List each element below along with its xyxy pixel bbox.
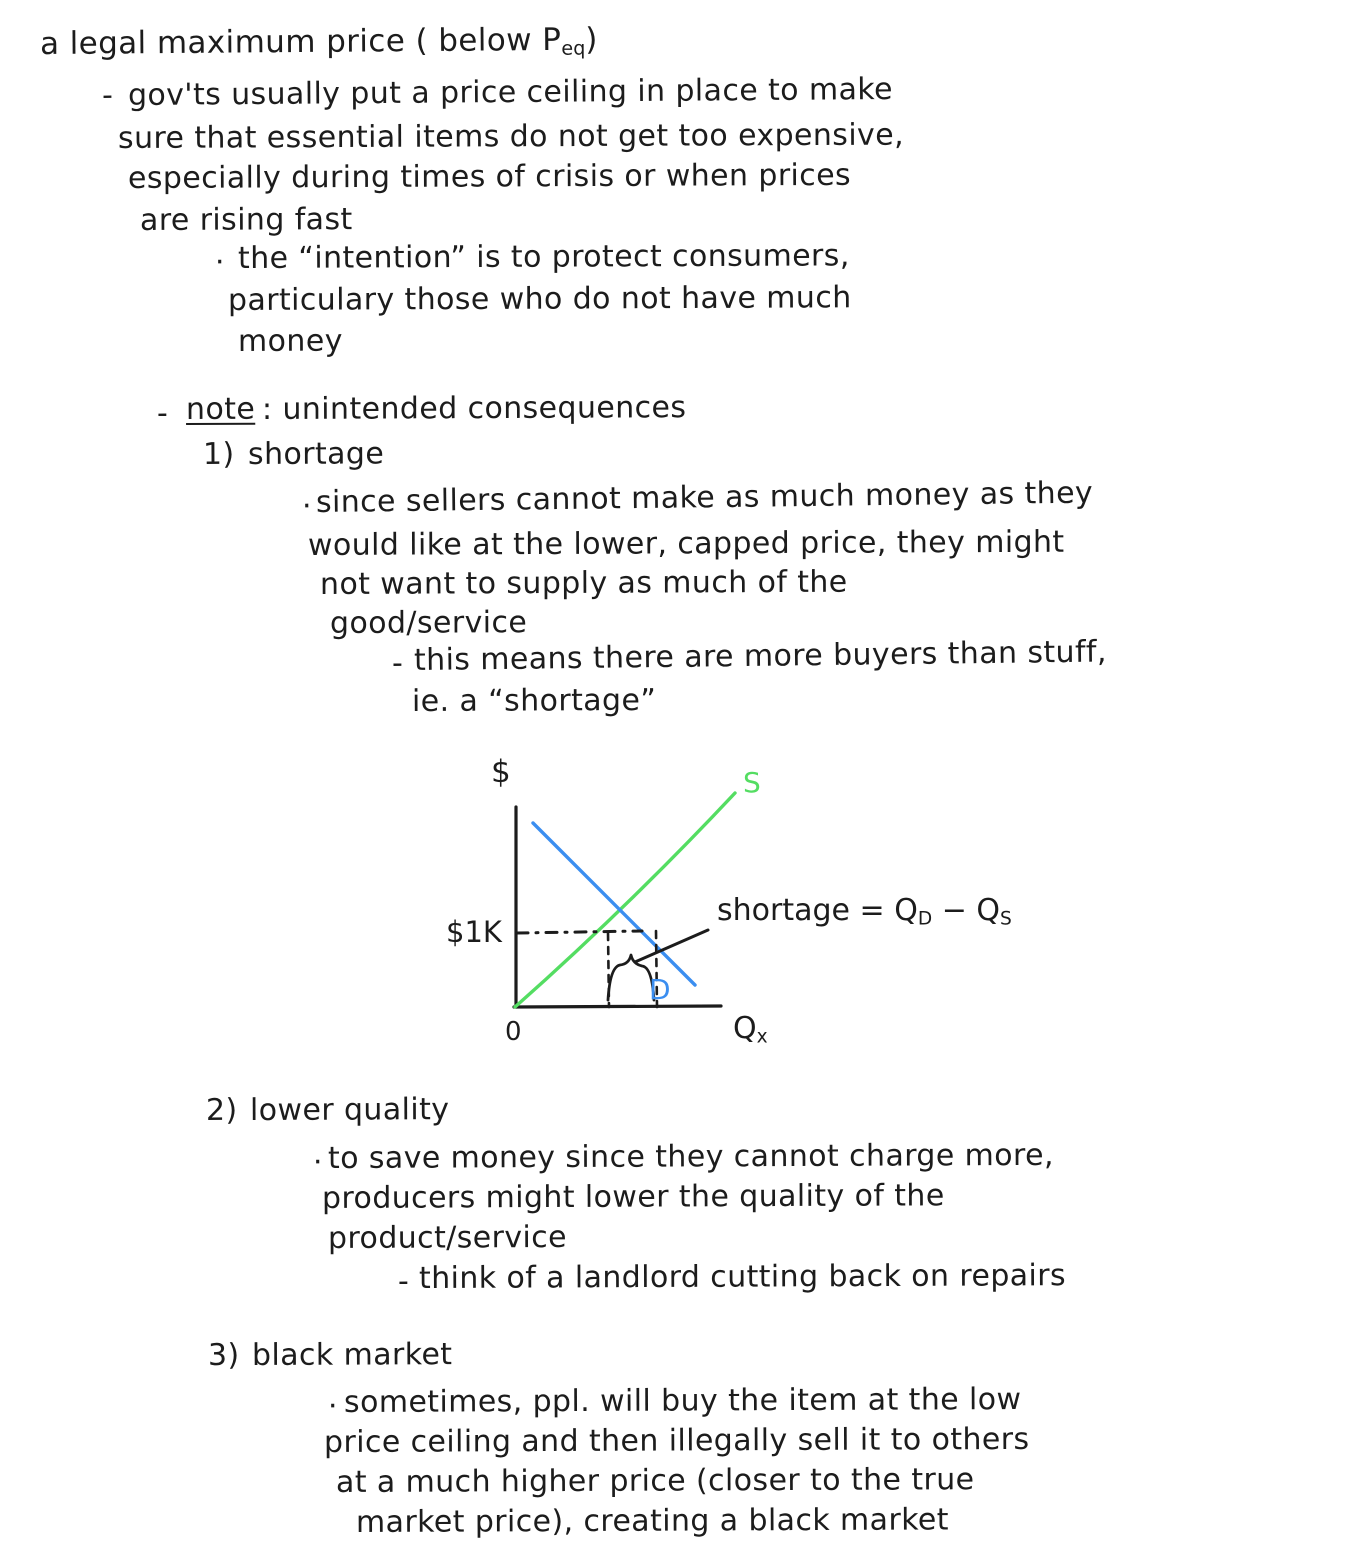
item3-sub-bullet: · xyxy=(327,1388,339,1424)
item1-dash-line-0: this means there are more buyers than stuff, xyxy=(413,634,1108,678)
item1-dash-bullet: - xyxy=(391,645,404,681)
shortage-equation-lhs: shortage xyxy=(717,893,850,928)
x-axis-label-main: Q xyxy=(733,1011,757,1046)
block1-bullet: - xyxy=(101,77,114,113)
origin-label: 0 xyxy=(505,1017,522,1047)
item1-sub-line-3: good/service xyxy=(329,605,528,641)
shortage-equation xyxy=(717,893,1012,930)
supply-curve-label: S xyxy=(743,766,761,799)
block1-sub-bullet: · xyxy=(214,244,226,280)
y-axis-label: $ xyxy=(491,754,511,790)
item2-sub-line-1: producers might lower the quality of the xyxy=(321,1178,945,1216)
item3-title: black market xyxy=(251,1337,453,1373)
item2-dash-line-0: think of a landlord cutting back on repairs xyxy=(418,1258,1067,1296)
supply-curve xyxy=(515,793,735,1007)
item1-sub-line-2: not want to supply as much of the xyxy=(319,564,848,602)
block1-sub-line-1: particulary those who do not have much xyxy=(227,280,852,318)
block1-line-0: gov'ts usually put a price ceiling in place to make xyxy=(127,71,894,113)
shortage-equation-minus: − xyxy=(941,893,967,928)
item2-title: lower quality xyxy=(249,1092,450,1128)
page-title-text: a legal maximum price ( below P xyxy=(39,21,562,62)
item3-sub-line-2: at a much higher price (closer to the true xyxy=(335,1462,975,1500)
note-rest: : unintended consequences xyxy=(261,390,687,427)
demand-curve xyxy=(533,823,695,985)
x-axis-label xyxy=(733,1011,768,1048)
item3-sub-line-1: price ceiling and then illegally sell it to others xyxy=(323,1421,1030,1460)
note-keyword: note xyxy=(185,391,256,427)
block1-sub-line-2: money xyxy=(237,323,343,359)
x-axis-label-subscript: x xyxy=(756,1026,768,1048)
item3-sub-line-0: sometimes, ppl. will buy the item at the low xyxy=(343,1382,1022,1420)
item1-sub-line-1: would like at the lower, capped price, they might xyxy=(307,524,1065,563)
page-title xyxy=(40,22,598,64)
item3-sub-line-3: market price), creating a black market xyxy=(355,1502,949,1540)
item1-sub-line-0: since sellers cannot make as much money as they xyxy=(315,475,1094,520)
item1-dash-line-1: ie. a “shortage” xyxy=(411,682,657,719)
item2-sub-bullet: · xyxy=(312,1144,324,1180)
item2-number: 2) xyxy=(205,1092,238,1128)
item2-dash-bullet: - xyxy=(397,1263,410,1299)
shortage-equation-term2-sub: S xyxy=(1000,908,1012,930)
item1-sub-bullet: · xyxy=(301,488,313,524)
shortage-brace xyxy=(608,955,654,1000)
page-title-subscript: eq xyxy=(561,36,586,60)
shortage-equation-equals: = xyxy=(859,893,885,928)
supply-demand-diagram xyxy=(430,745,1090,1075)
demand-curve-label: D xyxy=(649,973,671,1006)
price-ceiling-label: $1K xyxy=(446,915,502,949)
x-axis xyxy=(514,1006,721,1007)
item2-sub-line-0: to save money since they cannot charge more, xyxy=(327,1137,1054,1176)
page-title-close: ) xyxy=(585,21,598,58)
shortage-equation-term1-sub: D xyxy=(917,908,933,930)
price-ceiling-line xyxy=(517,931,642,933)
block1-line-2: especially during times of crisis or when prices xyxy=(127,157,852,196)
item2-sub-line-2: product/service xyxy=(327,1219,568,1256)
block1-sub-line-0: the “intention” is to protect consumers, xyxy=(237,238,850,276)
shortage-equation-term2: Q xyxy=(976,893,1001,928)
item1-title: shortage xyxy=(247,436,385,472)
shortage-equation-term1: Q xyxy=(894,893,918,928)
block1-line-3: are rising fast xyxy=(139,202,353,238)
block1-line-1: sure that essential items do not get too expensive, xyxy=(117,117,905,156)
item1-number: 1) xyxy=(202,436,235,472)
item3-number: 3) xyxy=(207,1337,240,1373)
block2-bullet: - xyxy=(156,395,169,431)
